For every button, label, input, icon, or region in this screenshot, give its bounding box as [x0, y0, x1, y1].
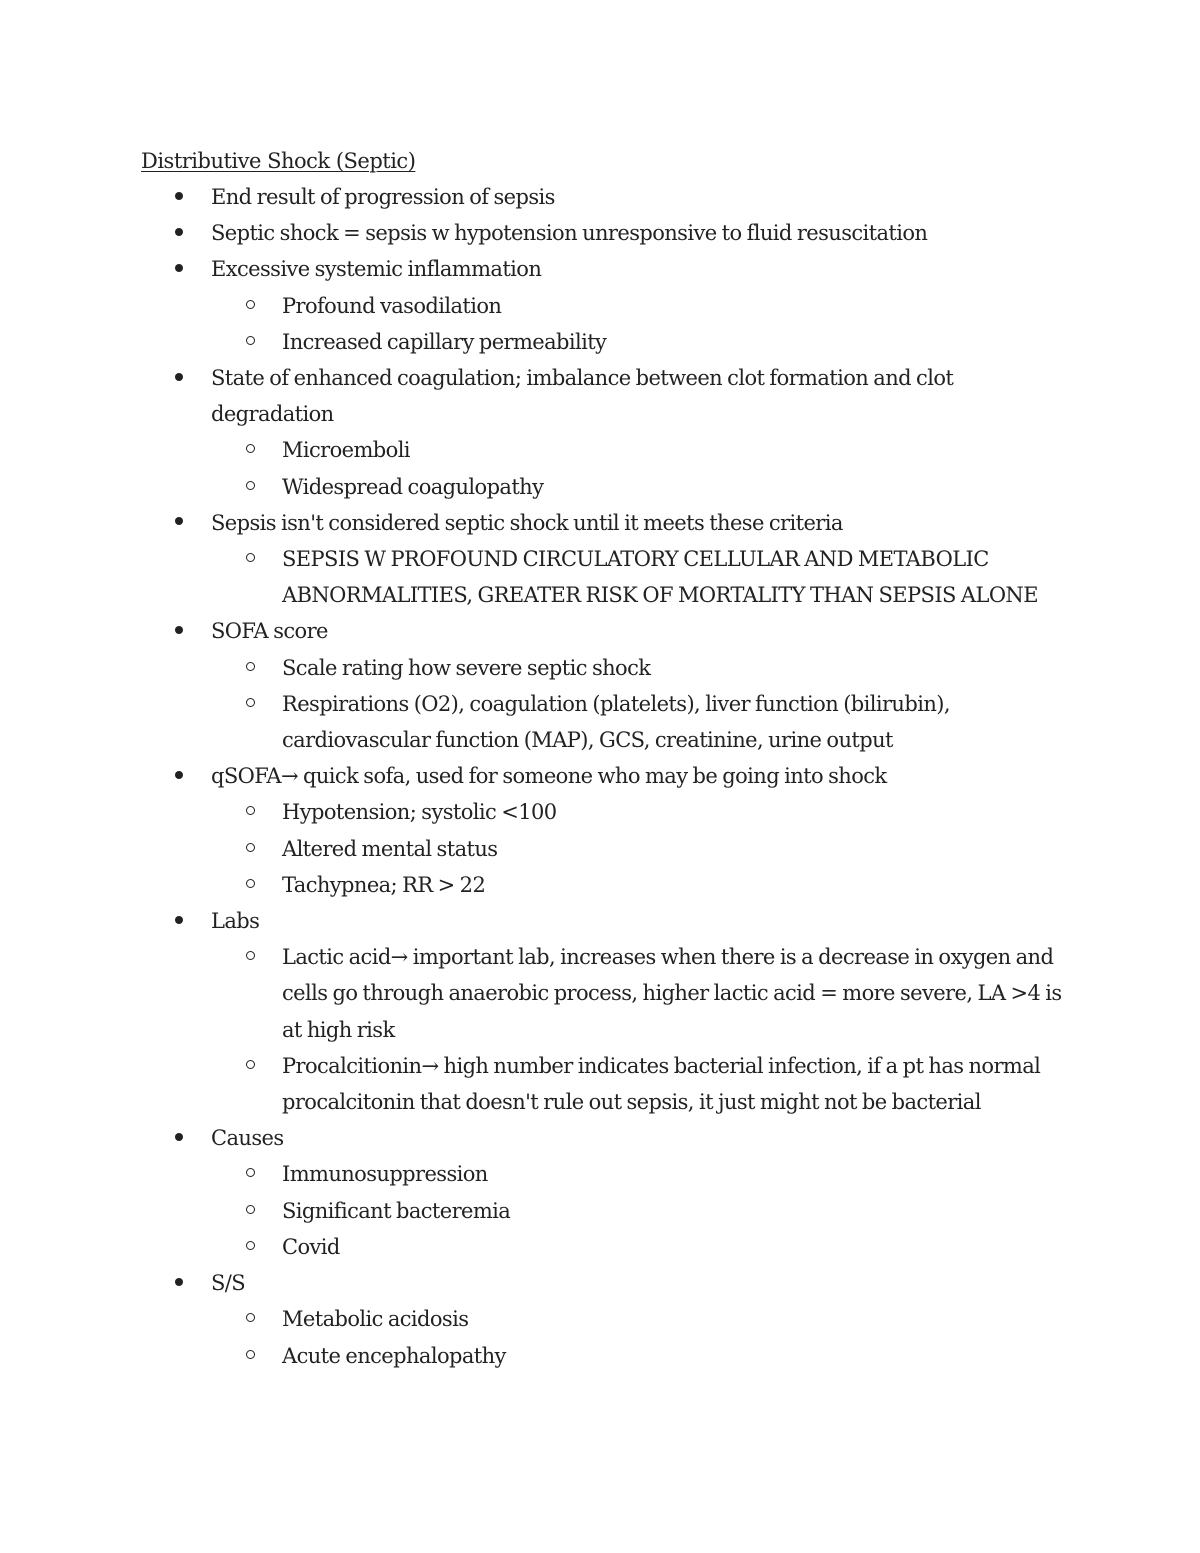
hollow-bullet-icon: [246, 1301, 255, 1337]
sub-list-item: [282, 939, 1072, 1048]
list-item-text: Hypotension; systolic <100: [282, 800, 557, 825]
filled-bullet-icon: [175, 505, 183, 541]
list-item-text: Acute encephalopathy: [282, 1343, 506, 1368]
sub-list-item: [282, 324, 1072, 360]
document-title: Distributive Shock (Septic): [141, 149, 416, 173]
hollow-bullet-icon: [246, 939, 255, 975]
list-item-text: Respirations (O2), coagulation (platelets), liver function (bilirubin), cardiovascular function (MAP), GCS, creatinine, urine output: [282, 691, 950, 753]
filled-bullet-icon: [175, 1265, 183, 1301]
filled-bullet-icon: [175, 179, 183, 215]
hollow-bullet-icon: [246, 469, 255, 505]
list-item-text: Altered mental status: [282, 836, 498, 861]
list-item-text: Microemboli: [282, 438, 410, 463]
list-item: [211, 903, 1041, 939]
sub-list-item: [282, 541, 1072, 613]
list-item-text: Metabolic acidosis: [282, 1307, 469, 1332]
sub-list-item: [282, 794, 1072, 830]
list-item: [211, 758, 1041, 794]
list-item-text: Scale rating how severe septic shock: [282, 655, 651, 680]
list-item-text: Labs: [211, 909, 260, 934]
filled-bullet-icon: [175, 1120, 183, 1156]
bullet-list: [0, 179, 1200, 1374]
sub-list-item: [282, 432, 1072, 468]
hollow-bullet-icon: [246, 1338, 255, 1374]
sub-list-item: [282, 1156, 1072, 1192]
sub-list-item: [282, 1301, 1072, 1337]
list-item-text: Widespread coagulopathy: [282, 474, 544, 499]
hollow-bullet-icon: [246, 686, 255, 722]
hollow-bullet-icon: [246, 867, 255, 903]
list-item: [211, 215, 1041, 251]
hollow-bullet-icon: [246, 794, 255, 830]
hollow-bullet-icon: [246, 432, 255, 468]
sub-list-item: [282, 469, 1072, 505]
list-item-text: Sepsis isn't considered septic shock until it meets these criteria: [211, 510, 843, 535]
list-item: [211, 179, 1041, 215]
hollow-bullet-icon: [246, 831, 255, 867]
sub-list-item: [282, 867, 1072, 903]
filled-bullet-icon: [175, 360, 183, 396]
hollow-bullet-icon: [246, 1193, 255, 1229]
list-item-text: SEPSIS W PROFOUND CIRCULATORY CELLULAR AND METABOLIC ABNORMALITIES, GREATER RISK OF MORTALITY THAN SEPSIS ALONE: [282, 547, 1038, 608]
filled-bullet-icon: [175, 613, 183, 649]
list-item-text: S/S: [211, 1271, 246, 1296]
list-item-text: Procalcitionin→ high number indicates bacterial infection, if a pt has normal procalcitonin that doesn't rule out sepsis, it just might not be bacterial: [282, 1053, 1041, 1115]
sub-list-item: [282, 1338, 1072, 1374]
list-item-text: Significant bacteremia: [282, 1198, 511, 1223]
hollow-bullet-icon: [246, 288, 255, 324]
list-item-text: State of enhanced coagulation; imbalance between clot formation and clot degradation: [211, 366, 954, 427]
sub-list-item: [282, 1048, 1072, 1120]
filled-bullet-icon: [175, 251, 183, 287]
list-item-text: SOFA score: [211, 619, 328, 644]
list-item-text: Causes: [211, 1126, 284, 1151]
list-item-text: Covid: [282, 1234, 340, 1259]
list-item-text: Profound vasodilation: [282, 293, 502, 318]
list-item: [211, 360, 1041, 432]
sub-list-item: [282, 686, 1072, 758]
list-item-text: qSOFA→ quick sofa, used for someone who may be going into shock: [211, 764, 887, 789]
list-item-text: Lactic acid→ important lab, increases when there is a decrease in oxygen and cells go through anaerobic process, higher lactic acid = more severe, LA >4 is at high risk: [282, 945, 1062, 1042]
list-item-text: Immunosuppression: [282, 1162, 488, 1187]
list-item: [211, 505, 1041, 541]
list-item: [211, 1265, 1041, 1301]
filled-bullet-icon: [175, 758, 183, 794]
list-item: [211, 251, 1041, 287]
list-item-text: Increased capillary permeability: [282, 329, 607, 354]
hollow-bullet-icon: [246, 541, 255, 577]
sub-list-item: [282, 1229, 1072, 1265]
filled-bullet-icon: [175, 215, 183, 251]
hollow-bullet-icon: [246, 1156, 255, 1192]
sub-list-item: [282, 831, 1072, 867]
hollow-bullet-icon: [246, 324, 255, 360]
sub-list-item: [282, 650, 1072, 686]
sub-list-item: [282, 288, 1072, 324]
hollow-bullet-icon: [246, 650, 255, 686]
filled-bullet-icon: [175, 903, 183, 939]
sub-list-item: [282, 1193, 1072, 1229]
hollow-bullet-icon: [246, 1048, 255, 1084]
list-item-text: End result of progression of sepsis: [211, 185, 555, 209]
list-item-text: Excessive systemic inflammation: [211, 257, 542, 282]
list-item: [211, 1120, 1041, 1156]
list-item-text: Tachypnea; RR > 22: [282, 872, 486, 897]
hollow-bullet-icon: [246, 1229, 255, 1265]
list-item: [211, 613, 1041, 649]
list-item-text: Septic shock = sepsis w hypotension unresponsive to fluid resuscitation: [211, 221, 928, 246]
